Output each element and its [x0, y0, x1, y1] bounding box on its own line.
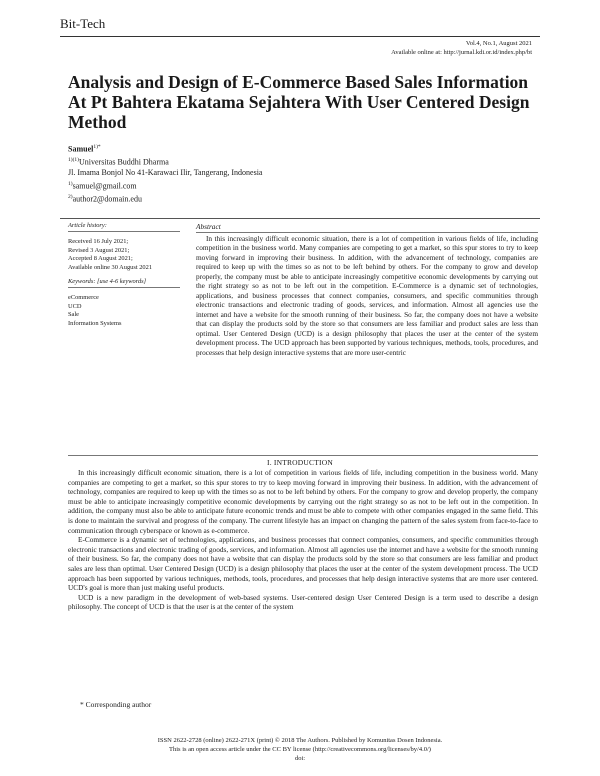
keyword-item: Sale — [68, 311, 80, 319]
journal-name: Bit-Tech — [60, 16, 106, 31]
footer-license: This is an open access article under the CC BY license (http://creativecommons.org/licenses/by/4.0/) — [169, 746, 431, 753]
keyword-item: UCD — [68, 302, 82, 310]
affiliation-line — [68, 155, 262, 168]
affiliation-sup: 1)(1) — [68, 157, 79, 164]
page-footer — [0, 736, 600, 763]
email2-sup: 2) — [68, 193, 73, 200]
history-label: Article history: — [68, 222, 180, 232]
address-line: Jl. Imama Bonjol No 41-Karawaci Ilir, Tangerang, Indonesia — [68, 168, 263, 178]
affiliation: Universitas Buddhi Dharma — [79, 157, 169, 167]
header-rule — [60, 36, 540, 37]
author-line — [68, 142, 262, 155]
available-online-line: Available online at: http://jurnal.kdi.or.id/index.php/bt — [391, 49, 532, 56]
author-name: Samuel — [68, 144, 94, 154]
email-line-2 — [68, 192, 262, 205]
paragraph: E-Commerce is a dynamic set of technologies, applications, and business processes that connect companies, consumers, and specific communities through electronic transactions and electronic trading of goods, services, and information. Almost all agencies use the internet and have a website for the smooth running of their business. So far, the company does not have a website that can display the products sold by the store so that consumers are less familiar and product sales are less than optimal. User Centered Design (UCD) is a design philosophy that places the user at the center of the system development process. The UCD approach has been supported by various techniques, methods, tools, procedures, and processes that help design interactive systems that are more user centered. UCD's goal is more than just making useful products. — [68, 535, 538, 593]
volume-line: Vol.4, No.1, August 2021 — [465, 40, 532, 47]
email1-sup: 1) — [68, 180, 73, 187]
keywords-label: Keywords: [use 4-6 keywords] — [68, 278, 180, 288]
author-sup: 1)* — [93, 144, 101, 150]
volume-info — [391, 39, 532, 57]
paragraph: In this increasingly difficult economic situation, there is a lot of competition in various fields of life, including competition in the business world. Many companies are competing to get a market, so this spur stores to try to keep moving forward in improving their business. In addition, with the advancement of technology, companies are required to keep up with the times so as not to be left behind by others. For the company to grow and develop properly, the company must be able to anticipate increasingly competitive economic developments by carrying out the right strategy so as not to be left out in the competition. In addition, the company must also be able to anticipate future economic trends and must be able to compete with other companies engaged in the same field. This is done to maintain the survival and progress of the company. The current lifestyle has an impact on changing the pattern of the sales system from face-to-face to communication through cyberspace or known as e-commerce. — [68, 468, 538, 535]
article-info-column — [68, 222, 180, 328]
history-revised: Revised 3 August 2021; — [68, 246, 130, 254]
author-block — [68, 142, 262, 205]
email-line-1 — [68, 179, 262, 192]
corresponding-author-note: * Corresponding author — [80, 700, 152, 709]
history-received: Received 16 July 2021; — [68, 238, 129, 246]
email-1: samuel@gmail.com — [72, 181, 137, 191]
keyword-item: eCommerce — [68, 294, 99, 302]
history-online: Available online 30 August 2021 — [68, 263, 153, 271]
paper-title: Analysis and Design of E-Commerce Based Sales Information At Pt Bahtera Ekatama Sejahtera With User Centered Design Method — [68, 72, 530, 132]
paragraph: UCD is a new paradigm in the development of web-based systems. User-centered design User Centered Design is a term used to describe a design philosophy. The concept of UCD is that the user is at the center of the system — [68, 592, 538, 612]
abstract-heading: Abstract — [196, 222, 538, 233]
main-text — [68, 468, 538, 612]
section-rule — [60, 218, 540, 219]
footer-issn: ISSN 2622-2728 (online) 2622-271X (print) © 2018 The Authors. Published by Komunitas Dosen Indonesia. — [157, 737, 443, 744]
abstract-section — [196, 222, 538, 357]
intro-rule — [68, 455, 538, 456]
history-accepted: Accepted 8 August 2021; — [68, 255, 133, 263]
footer-doi: doi: — [294, 755, 306, 762]
abstract-text: In this increasingly difficult economic situation, there is a lot of competition in various fields of life, including competition in the business world. Many companies are competing to get a market, so this spur stores to try to keep moving forward in improving their business. In addition, with the advancement of technology, companies are required to keep up with the times so as not to be left behind by others. For the company to grow and develop properly, the company must be able to anticipate increasingly competitive economic developments by carrying out the right strategy so as not to be left out in the competition. E-Commerce is a dynamic set of technologies, applications, and business processes that connect companies, consumers, and specific communities through electronic transactions and electronic trading of goods, services, and information. Almost all agencies use the internet and have a website for the smooth running of their business. So far, the company does not have a website that can display the products sold by the store so that consumers are less familiar and product sales are less than optimal. User Centered Design (UCD) is a design philosophy that places the user at the center of the system development process. The UCD approach has been supported by various techniques, methods, tools, procedures, and processes that help design interactive systems that are more user-centric — [196, 233, 538, 357]
keyword-item: Information Systems — [68, 319, 122, 327]
section-heading: I. INTRODUCTION — [267, 458, 333, 467]
email-2: author2@domain.edu — [72, 194, 142, 204]
